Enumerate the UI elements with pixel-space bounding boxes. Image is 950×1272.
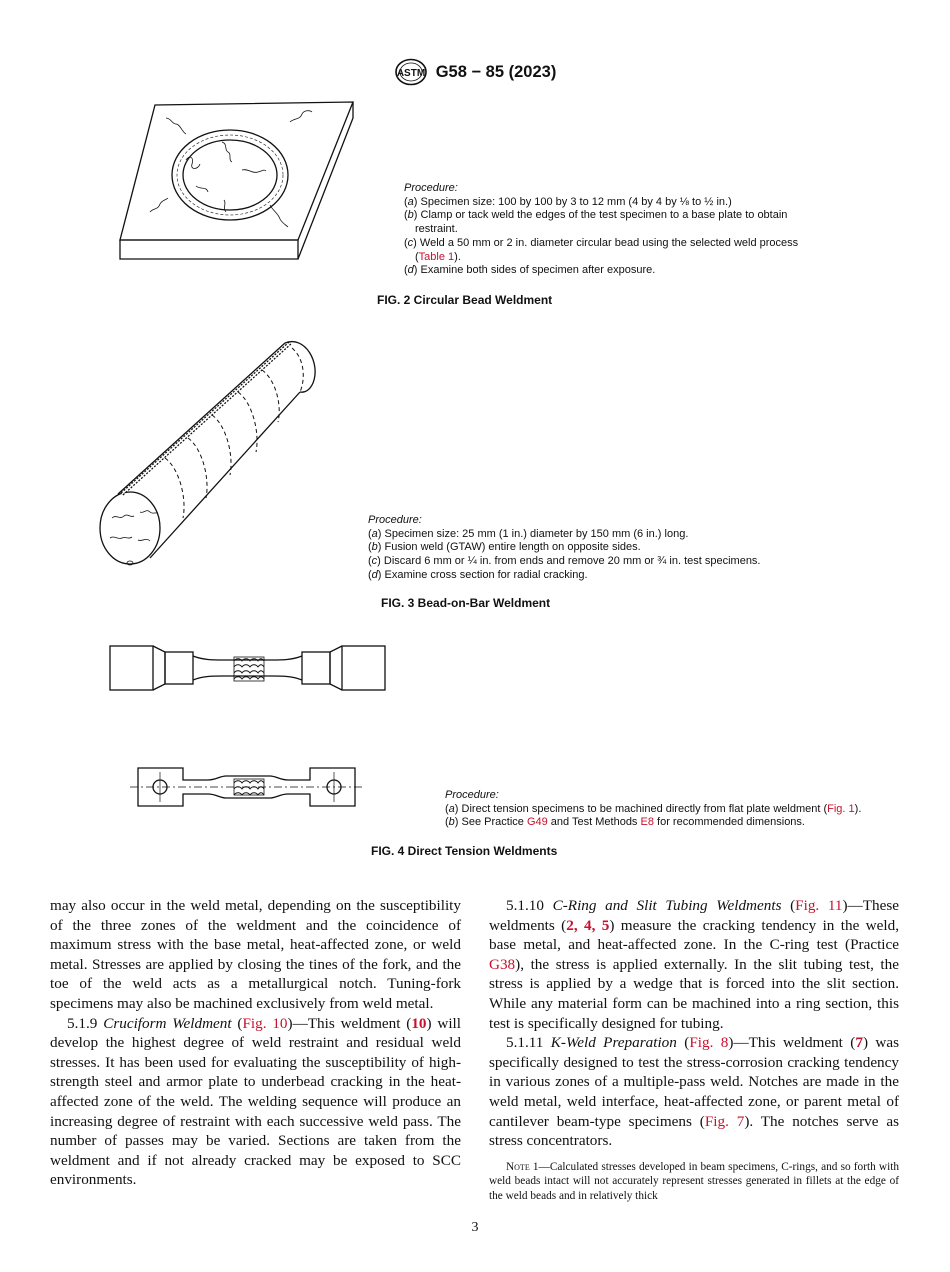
- fig3-procedure-title: Procedure:: [368, 514, 422, 526]
- fig3-item-b: (b) Fusion weld (GTAW) entire length on opposite sides.: [368, 541, 641, 554]
- fig-8-link[interactable]: Fig. 8: [689, 1034, 729, 1052]
- fig2-item-d: (d) Examine both sides of specimen after exposure.: [404, 264, 656, 277]
- note-1: Note 1—Calculated stresses developed in beam specimens, C-rings, and so forth with weld beads intact will not accurately represent stresses generated in fillets at the edge of the weld beads and in relatively thick: [489, 1160, 899, 1202]
- fig3-item-a: (a) Specimen size: 25 mm (1 in.) diameter by 150 mm (6 in.) long.: [368, 527, 689, 540]
- g49-link[interactable]: G49: [526, 816, 548, 829]
- fig2-item-c-cont: (Table 1).: [415, 250, 461, 263]
- fig2-item-b-cont: restraint.: [415, 223, 458, 236]
- page-number: 3: [471, 1220, 479, 1235]
- fig4-item-b: (b) See Practice G49 and Test Methods E8 for recommended dimensions.: [445, 816, 805, 829]
- e8-link[interactable]: E8: [640, 816, 654, 829]
- fig2-item-b: (b) Clamp or tack weld the edges of the test specimen to a base plate to obtain: [404, 209, 788, 222]
- svg-text:ASTM: ASTM: [396, 68, 425, 79]
- fig-11-link[interactable]: Fig. 11: [795, 897, 843, 914]
- fig2-procedure-title: Procedure:: [404, 182, 458, 194]
- fig2-item-c: (c) Weld a 50 mm or 2 in. diameter circular bead using the selected weld process: [404, 236, 799, 249]
- right-paragraph-2: 5.1.11 K-Weld Preparation (Fig. 8)—This weldment (7) was specifically designed to test the stress-corrosion cracking tendency in various zones of a multiple-pass weld. Notches are made in the weld metal, weld interface, heat-affected zone, or parent metal of cantilever beam-type specimens (Fig. 7). The notches serve as stress concentrators.: [489, 1034, 900, 1150]
- fig2-item-a: (a) Specimen size: 100 by 100 by 3 to 12 mm (4 by 4 by ⅛ to ½ in.): [404, 195, 732, 208]
- fig4-caption: FIG. 4 Direct Tension Weldments: [371, 844, 558, 858]
- g38-link[interactable]: G38: [489, 955, 516, 973]
- fig4-procedure-title: Procedure:: [445, 789, 499, 801]
- fig3-item-d: (d) Examine cross section for radial cracking.: [368, 568, 588, 581]
- fig3-caption: FIG. 3 Bead-on-Bar Weldment: [381, 596, 551, 610]
- ref-7-link[interactable]: 7: [855, 1034, 863, 1052]
- fig2-caption: FIG. 2 Circular Bead Weldment: [377, 293, 553, 307]
- table-1-link[interactable]: Table 1: [418, 250, 455, 263]
- fig-10-link[interactable]: Fig. 10: [242, 1014, 288, 1032]
- left-column: [50, 896, 461, 1190]
- left-paragraph-1: may also occur in the weld metal, depending on the susceptibility of the three zones of the weldment and the coincidence of maximum stress with the base metal, heat-affected zone, or weld metal. Stresses are applied by closing the tines of the fork, and the toe of the weld acts as a metallurgical notch. Tuning-fork specimens may also be machined exclusively from weld metal.: [50, 897, 461, 1012]
- ref-10-link[interactable]: 10: [411, 1014, 427, 1032]
- fig-1-link[interactable]: Fig. 1: [827, 802, 855, 815]
- refs-2-4-5-link[interactable]: 2, 4, 5: [566, 916, 610, 934]
- left-paragraph-2: 5.1.9 Cruciform Weldment (Fig. 10)—This weldment (10) will develop the highest degree of weld restraint and residual weld stresses. It has been used for evaluating the susceptibility of high-strength steel and armor plate to underbead cracking in the heat-affected zone of the weld. The welding sequence will produce an increasing degree of restraint with each successive weld pass. The number of passes may be varied. Sections are taken from the weldment and if not already cracked may be exposed to SCC environments.: [50, 1014, 462, 1189]
- document-designation: G58 − 85 (2023): [435, 62, 557, 81]
- right-paragraph-1: 5.1.10 C-Ring and Slit Tubing Weldments (Fig. 11)—These weldments (2, 4, 5) measure the cracking tendency in the weld, base metal, and heat-affected zone. In the C-ring test (Practice G38), the stress is applied externally. In the slit tubing test, the stress is applied by a wedge that is forced into the slit section. While any material form can be machined into a ring section, this test is specifically designed for tubing.: [489, 897, 900, 1032]
- fig4-procedure: [445, 789, 915, 830]
- right-column: [489, 896, 899, 1204]
- fig3-item-c: (c) Discard 6 mm or ¼ in. from ends and remove 20 mm or ¾ in. test specimens.: [368, 555, 761, 568]
- fig-7-link[interactable]: Fig. 7: [704, 1112, 745, 1130]
- fig4-item-a: (a) Direct tension specimens to be machined directly from flat plate weldment (Fig. 1).: [445, 802, 862, 815]
